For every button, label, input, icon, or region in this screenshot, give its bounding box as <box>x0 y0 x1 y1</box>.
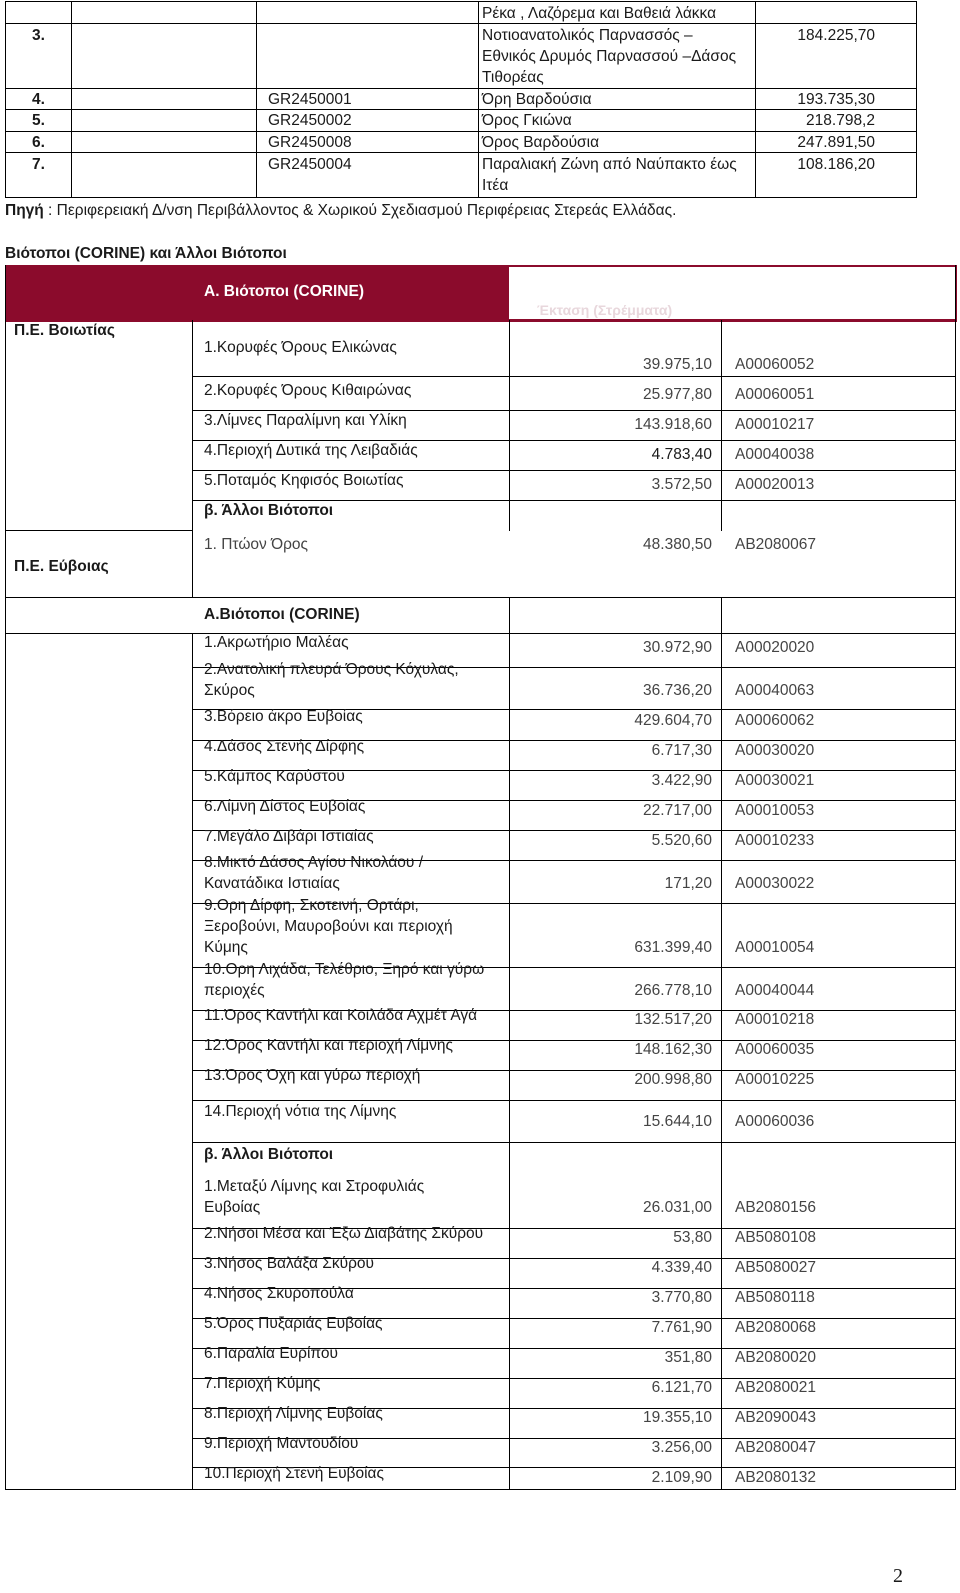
habitat-area: 25.977,80 <box>643 386 712 403</box>
habitat-code: Α00060051 <box>735 386 815 403</box>
habitat-name: 3.Νήσος Βαλάξα Σκύρου <box>204 1255 374 1272</box>
region-label-evia: Π.Ε. Εύβοιας <box>14 558 109 575</box>
corine-header: Α. Βιότοποι (CORINE) <box>204 283 364 300</box>
row-number: 3. <box>32 27 45 44</box>
row-number: 7. <box>32 156 45 173</box>
habitat-name: 3.Λίμνες Παραλίμνη και Υλίκη <box>204 412 407 429</box>
row-name: Παραλιακή Ζώνη από Ναύπακτο έως <box>482 156 737 173</box>
habitat-name: 8.Περιοχή Λίμνης Ευβοίας <box>204 1405 383 1422</box>
row-name: Ιτέα <box>482 177 509 194</box>
source-note <box>5 200 676 221</box>
habitat-area: 15.644,10 <box>643 1113 712 1130</box>
habitat-code: ΑΒ2080132 <box>735 1469 817 1486</box>
row-code: GR2450002 <box>268 112 352 129</box>
habitat-area: 53,80 <box>673 1229 712 1246</box>
habitat-code: Α00010053 <box>735 802 815 819</box>
row-name: Τιθορέας <box>482 69 544 86</box>
row-code: GR2450001 <box>268 91 352 108</box>
row-area: 247.891,50 <box>797 134 875 151</box>
source-label: Πηγή <box>5 202 44 219</box>
habitat-code: Α00020020 <box>735 639 815 656</box>
habitat-code: ΑΒ5080027 <box>735 1259 817 1276</box>
habitat-code: ΑΒ2080067 <box>735 536 817 553</box>
habitat-name: 2.Ανατολική πλευρά Όρους Κόχυλας, <box>204 661 459 678</box>
other-habitats-label: β. Άλλοι Βιότοποι <box>204 1146 334 1163</box>
habitat-name: 10.Ορη Λιχάδα, Τελέθριο, Ξηρό και γύρω <box>204 961 485 978</box>
habitat-code: Α00030022 <box>735 875 815 892</box>
habitat-code: Α00040063 <box>735 682 815 699</box>
habitat-area: 3.256,00 <box>651 1439 712 1456</box>
habitat-area: 3.770,80 <box>651 1289 712 1306</box>
habitat-name: 4.Δάσος Στενής Δίρφης <box>204 738 365 755</box>
habitat-code: Α00060036 <box>735 1113 815 1130</box>
habitat-area: 39.975,10 <box>643 356 712 373</box>
habitat-name: 7.Μεγάλο Διβάρι Ιστιαίας <box>204 828 374 845</box>
habitat-name: 3.Βόρειο άκρο Ευβοίας <box>204 708 363 725</box>
habitat-area: 266.778,10 <box>634 982 712 999</box>
habitat-area: 4.783,40 <box>651 446 712 463</box>
habitat-name: 1.Μεταξύ Λίμνης και Στροφυλιάς <box>204 1178 425 1195</box>
habitat-name: 14.Περιοχή νότια της Λίμνης <box>204 1103 397 1120</box>
habitat-code: ΑΒ2080156 <box>735 1199 817 1216</box>
habitat-name: 12.Όρος Καντήλι και περιοχή Λίμνης <box>204 1037 453 1054</box>
habitat-area: 3.572,50 <box>651 476 712 493</box>
habitat-code: Α00010217 <box>735 416 815 433</box>
habitat-name: 1. Πτώον Όρος <box>204 536 309 553</box>
habitat-name: 1.Κορυφές Όρους Ελικώνας <box>204 339 397 356</box>
habitat-area: 22.717,00 <box>643 802 712 819</box>
habitat-name: 10.Περιοχή Στενή Ευβοίας <box>204 1465 384 1482</box>
habitat-area: 132.517,20 <box>634 1011 712 1028</box>
habitat-area: 3.422,90 <box>651 772 712 789</box>
habitat-code: Α00040044 <box>735 982 815 999</box>
habitat-name: 8.Μικτό Δάσος Αγίου Νικολάου / <box>204 854 424 871</box>
habitat-area: 36.736,20 <box>643 682 712 699</box>
habitat-code: ΑΒ2080068 <box>735 1319 817 1336</box>
habitat-name: Σκύρος <box>204 682 255 699</box>
habitat-name: 5.Ποταμός Κηφισός Βοιωτίας <box>204 472 404 489</box>
habitat-name: 6.Παραλία Ευρίπου <box>204 1345 338 1362</box>
row-area: 218.798,2 <box>806 112 875 129</box>
habitat-name: περιοχές <box>204 982 265 999</box>
other-habitats-label: β. Άλλοι Βιότοποι <box>204 502 334 519</box>
habitat-name: Κύμης <box>204 939 248 956</box>
habitat-area: 631.399,40 <box>634 939 712 956</box>
habitat-code: ΑΒ2080020 <box>735 1349 817 1366</box>
habitat-name: 5.Κάμπος Καρύστου <box>204 768 345 785</box>
habitat-name: 7.Περιοχή Κύμης <box>204 1375 321 1392</box>
row-name: Όρη Βαρδούσια <box>482 91 592 108</box>
habitat-code: Α00030020 <box>735 742 815 759</box>
habitat-name: 11.Όρος Καντήλι και Κοιλάδα Αχμέτ Αγά <box>204 1007 478 1024</box>
habitat-code: ΑΒ2090043 <box>735 1409 817 1426</box>
habitat-area: 171,20 <box>664 875 712 892</box>
row-code: GR2450004 <box>268 156 352 173</box>
habitat-area: 6.717,30 <box>651 742 712 759</box>
row-number: 6. <box>32 134 45 151</box>
habitat-code: Α00010225 <box>735 1071 815 1088</box>
section-title: Βιότοποι (CORINE) και Άλλοι Βιότοποι <box>5 245 287 262</box>
habitat-code: ΑΒ2080047 <box>735 1439 817 1456</box>
habitat-code: Α00010218 <box>735 1011 815 1028</box>
habitat-name: 9.Περιοχή Μαντουδίου <box>204 1435 359 1452</box>
habitat-name: 4.Περιοχή Δυτικά της Λειβαδιάς <box>204 442 418 459</box>
row-area: 184.225,70 <box>797 27 875 44</box>
row-number: 4. <box>32 91 45 108</box>
habitat-area: 2.109,90 <box>651 1469 712 1486</box>
habitat-area: 429.604,70 <box>634 712 712 729</box>
habitat-name: 1.Ακρωτήριο Μαλέας <box>204 634 349 651</box>
row-name: Όρος Γκιώνα <box>482 112 572 129</box>
habitat-name: 6.Λίμνη Δίστος Ευβοίας <box>204 798 366 815</box>
habitat-name: 13.Όρος Όχη και γύρω περιοχή <box>204 1067 421 1084</box>
habitat-area: 19.355,10 <box>643 1409 712 1426</box>
habitat-code: Α00060062 <box>735 712 815 729</box>
habitat-area: 26.031,00 <box>643 1199 712 1216</box>
habitat-name: 9.Ορη Δίρφη, Σκοτεινή, Ορτάρι, <box>204 897 419 914</box>
habitat-code: Α00030021 <box>735 772 815 789</box>
continuation-text: Ρέκα , Λαζόρεμα και Βαθειά λάκκα <box>482 5 717 22</box>
habitat-area: 4.339,40 <box>651 1259 712 1276</box>
region-label-boiotia: Π.Ε. Βοιωτίας <box>14 322 115 339</box>
row-number: 5. <box>32 112 45 129</box>
habitat-code: Α00040038 <box>735 446 815 463</box>
habitat-code: Α00060035 <box>735 1041 815 1058</box>
habitat-area: 7.761,90 <box>651 1319 712 1336</box>
page-number: 2 <box>893 1565 903 1587</box>
habitat-code: ΑΒ5080108 <box>735 1229 817 1246</box>
habitat-name: 4.Νήσος Σκυροπούλα <box>204 1285 354 1302</box>
habitat-name: Κανατάδικα Ιστιαίας <box>204 875 340 892</box>
habitat-area: 143.918,60 <box>634 416 712 433</box>
habitat-code: Α00060052 <box>735 356 815 373</box>
habitat-code: Α00010054 <box>735 939 815 956</box>
habitat-area: 148.162,30 <box>634 1041 712 1058</box>
habitat-area: 5.520,60 <box>651 832 712 849</box>
habitat-area: 200.998,80 <box>634 1071 712 1088</box>
habitat-name: Ευβοίας <box>204 1199 261 1216</box>
row-area: 193.735,30 <box>797 91 875 108</box>
habitat-area: 6.121,70 <box>651 1379 712 1396</box>
habitat-name: 2.Νήσοι Μέσα και Έξω Διαβάτης Σκύρου <box>204 1225 484 1242</box>
habitat-name: 5.Όρος Πυξαριάς Ευβοίας <box>204 1315 383 1332</box>
habitat-name: Ξεροβούνι, Μαυροβούνι και περιοχή <box>204 918 453 935</box>
habitat-name: 2.Κορυφές Όρους Κιθαιρώνας <box>204 382 412 399</box>
row-area: 108.186,20 <box>797 156 875 173</box>
source-text: : Περιφερειακή Δ/νση Περιβάλλοντος & Χωρικού Σχεδιασμού Περιφέρειας Στερεάς Ελλάδας. <box>43 202 677 219</box>
habitat-area: 48.380,50 <box>643 536 712 553</box>
habitat-code: ΑΒ5080118 <box>735 1289 815 1306</box>
row-name: Εθνικός Δρυμός Παρνασσού –Δάσος <box>482 48 737 65</box>
row-name: Νοτιοανατολικός Παρνασσός – <box>482 27 693 44</box>
area-header: Έκταση (Στρέμματα) <box>537 302 673 318</box>
habitat-area: 351,80 <box>664 1349 712 1366</box>
habitat-code: Α00010233 <box>735 832 815 849</box>
corine-label-evia: Α.Βιότοποι (CORINE) <box>204 606 360 623</box>
habitat-area: 30.972,90 <box>643 639 712 656</box>
habitat-code: Α00020013 <box>735 476 815 493</box>
row-name: Όρος Βαρδούσια <box>482 134 600 151</box>
row-code: GR2450008 <box>268 134 352 151</box>
habitat-code: ΑΒ2080021 <box>735 1379 817 1396</box>
